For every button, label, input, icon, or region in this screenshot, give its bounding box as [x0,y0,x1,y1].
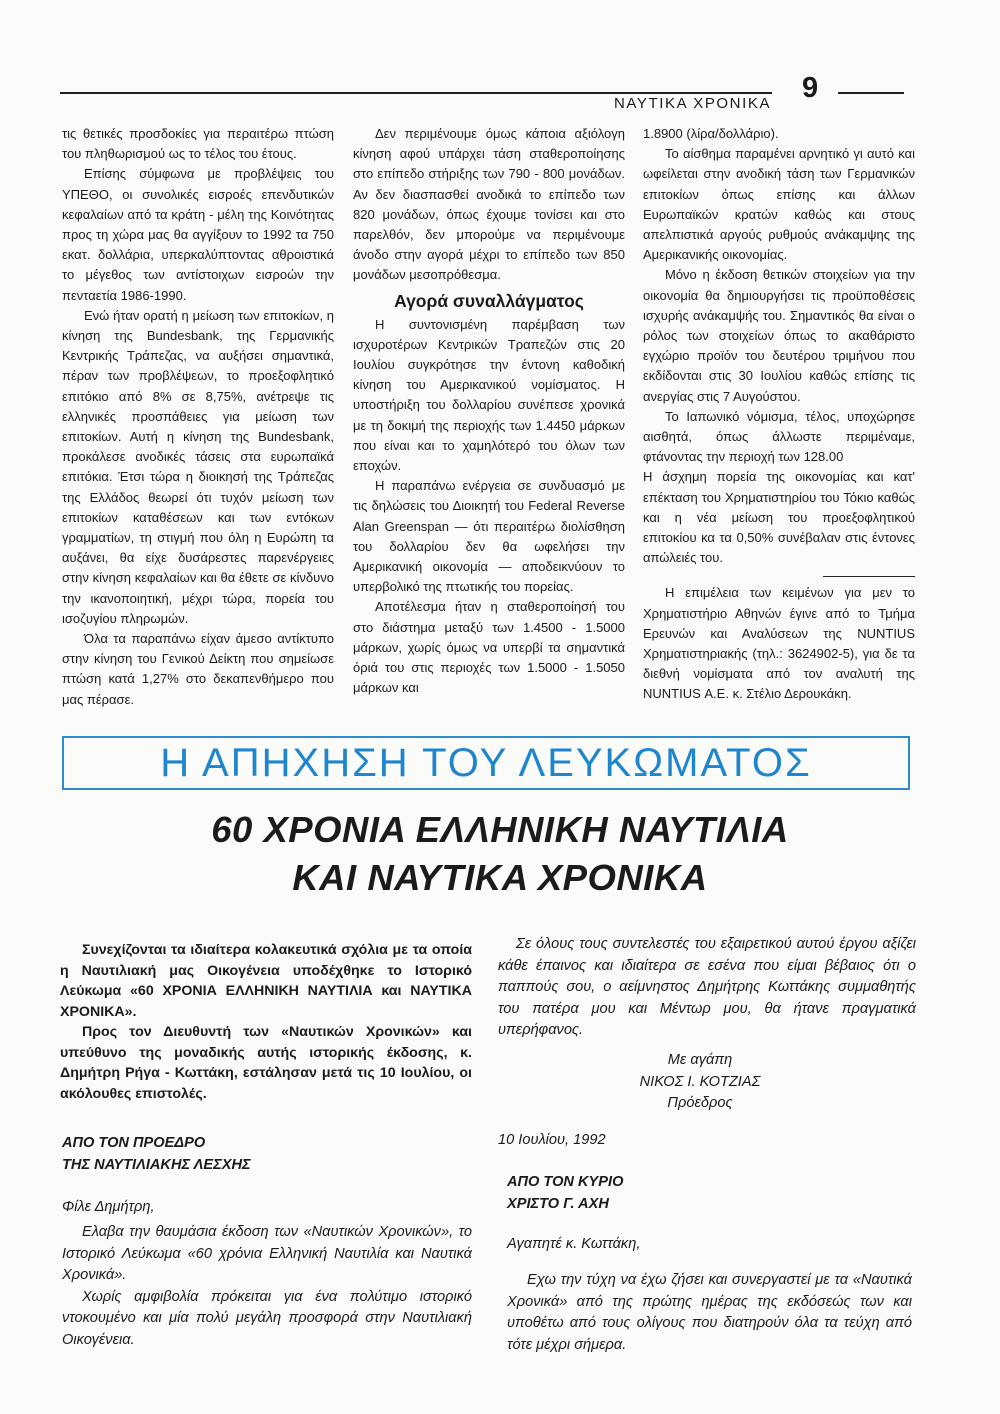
paragraph: Αποτέλεσμα ήταν η σταθεροποίησή του στο διάστημα μεταξύ των 1.4500 - 1.5000 μάρκων, χωρίς όμως να υπερβί τα σημαντικά όριά του στις περιοχές των 1.5000 - 1.5050 μάρκων και [353,599,625,696]
headline-line-1: 60 ΧΡΟΝΙΑ ΕΛΛΗΝΙΚΗ ΝΑΥΤΙΛΙΑ [211,809,789,850]
header-rule [838,92,904,94]
paragraph: Σε όλους τους συντελεστές του εξαιρετικού αυτού έργου αξίζει κάθε έπαινος και ιδιαίτερα σε εσένα που είμαι βέβαιος ότι ο παππούς σου, ο αείμνηστος Δημήτρης Κωττάκης συμμαθητής του πατέρα μου και Μέντωρ μου, θα ήτανε πραγματικά υπερήφανος. [498,936,916,1038]
letter-2-sender [507,1172,623,1215]
letter-continuation [498,934,916,1042]
paragraph: Ελαβα την θαυμάσια έκδοση των «Ναυτικών Χρονικών», το Ιστορικό Λεύκωμα «60 χρόνια Ελληνική Ναυτιλία και Ναυτικά Χρονικά». [62,1224,472,1283]
paragraph: Συνεχίζονται τα ιδιαίτερα κολακευτικά σχόλια με τα οποία η Ναυτιλιακή μας Οικογένεια υποδέχθηκε το Ιστορικό Λεύκωμα «60 ΧΡΟΝΙΑ ΕΛΛΗΝΙΚΗ ΝΑΥΤΙΛΙΑ και ΝΑΥΤΙΚΑ ΧΡΟΝΙΚΑ». [60,942,472,1020]
letter-date: 10 Ιουλίου, 1992 [498,1132,606,1148]
intro-text [60,940,472,1104]
editorial-note: Η επιμέλεια των κειμένων για μεν το Χρηματιστήριο Αθηνών έγινε από το Τμήμα Ερευνών και Αναλύσεων της NUNTIUS Χρηματιστηριακής (τηλ.: 3624902-5), για δε τα διεθνή νομίσματα από τον αναλυτή της NUNTIUS Α.Ε. κ. Στέλιο Δερουκάκη. [643,585,915,702]
paragraph: Όλα τα παραπάνω είχαν άμεσο αντίκτυπο στην κίνηση του Γενικού Δείκτη που σημείωσε πτώση κατά 1,27% στο δεκαπενθήμερο που μας πέρασε. [62,631,334,707]
article-column-2 [353,124,625,698]
headline-line-2: ΚΑΙ ΝΑΥΤΙΚΑ ΧΡΟΝΙΚΑ [292,857,708,898]
headline [0,806,1000,902]
paragraph: Η συντονισμένη παρέμβαση των ισχυροτέρων Κεντρικών Τραπεζών στις 20 Ιουλίου συγκρότησε την έντονη καθοδική κίνηση του Αμερικανικού νομίσματος. Η υποστήριξη του δολλαρίου συνέπεσε χρονικά με τη δοκιμή της περιοχής των 1.4450 μάρκων που είναι και το χαμηλότερό του όλων των εποχών. [353,316,625,474]
signature-name: ΝΙΚΟΣ Ι. ΚΟΤΖΙΑΣ [639,1073,761,1090]
letter-2-body [507,1270,912,1356]
paragraph: Το αίσθημα παραμένει αρνητικό γι αυτό και ωφείλεται στην ανοδική τάση των Γερμανικών επιτοκίων όπως επίσης και άλλων Ευρωπαϊκών κρατών καθώς και στους απελπιστικά αργούς ρυθμούς ανάκαμψης της Αμερικανικής οικονομίας. [643,146,915,263]
paragraph: τις θετικές προσδοκίες για περαιτέρω πτώση του πληθωρισμού ως το τέλος του έτους. [62,126,334,162]
letter-1-body [62,1222,472,1351]
paragraph: 1.8900 (λίρα/δολλάριο). [643,126,779,141]
sender-line: ΑΠΟ ΤΟΝ ΠΡΟΕΔΡΟ [62,1135,206,1151]
paragraph: Επίσης σύμφωνα με προβλέψεις του ΥΠΕΘΟ, οι συνολικές εισροές επενδυτικών κεφαλαίων από τα κράτη - μέλη της Κοινότητας προς τη χώρα μας θα αγγίξουν το 1992 τα 750 εκατ. δολλάρια, υπερκαλύπτοντας αθροιστικά το μέγεθος των αντίστοιχων εισροών την πενταετία 1986-1990. [62,166,334,303]
banner-title: Η ΑΠΗΧΗΣΗ ΤΟΥ ΛΕΥΚΩΜΑΤΟΣ [160,741,812,785]
paragraph: Προς τον Διευθυντή των «Ναυτικών Χρονικών» και υπεύθυνο της μοναδικής αυτής ιστορικής έκδοσης, κ. Δημήτρη Ρήγα - Κωττάκη, εστάλησαν μετά τις 10 Ιουλίου, οι ακόλουθες επιστολές. [60,1024,472,1102]
header-rule [60,92,772,94]
letter-1-greeting: Φίλε Δημήτρη, [62,1199,155,1215]
letter-2-greeting: Αγαπητέ κ. Κωττάκη, [507,1236,641,1252]
signature-closing: Με αγάπη [667,1052,733,1068]
sender-line: ΑΠΟ ΤΟΝ ΚΥΡΙΟ [507,1174,624,1190]
sender-line: ΧΡΙΣΤΟ Γ. ΑΧΗ [507,1195,609,1212]
section-subheading: Αγορά συναλλάγματος [394,290,584,311]
sender-line: ΤΗΣ ΝΑΥΤΙΛΙΑΚΗΣ ΛΕΣΧΗΣ [62,1156,251,1173]
signature-block [620,1050,780,1115]
article-column-3 [643,124,915,705]
paragraph: Χωρίς αμφιβολία πρόκειται για ένα πολύτιμο ιστορικό ντοκουμένο και μία πολύ μεγάλη προσφορά στην Ναυτιλιακή Οικογένεια. [62,1288,472,1348]
letter-1-sender [62,1133,251,1176]
paragraph: Το Ιαπωνικό νόμισμα, τέλος, υποχώρησε αισθητά, όπως άλλωστε περιμέναμε, φτάνοντας την περιοχή των 128.00 [643,408,915,465]
section-banner [62,736,910,790]
paragraph: Εχω την τύχη να έχω ζήσει και συνεργαστεί με τα «Ναυτικά Χρονικά» από της πρώτης ημέρας της εκδόσεώς των και υποθέτω από τους ολίγους που διατηρούν όλα τα τεύχη από τότε μέχρι σήμερα. [507,1272,912,1353]
paragraph: Η παραπάνω ενέργεια σε συνδυασμό με τις δηλώσεις του Διοικητή του Federal Reverse Alan Greenspan — ότι περαιτέρω διολίσθηση του δολλαρίου δεν θα ωφελήσει την Αμερικανική οικονομία — αποδεικνύουν το υπερβολικό της πτωτικής του πορείας. [353,478,625,595]
page-number: 9 [802,72,819,104]
paragraph: Μόνο η έκδοση θετικών στοιχείων για την οικονομία θα δημιουργήσει τις προϋποθέσεις ισχυρής ανάκαμψής του. Σημαντικός θα είναι ο ρόλος των στοιχείων όπως το ακαθάριστο εγχώριο προϊόν του δευτέρου τριμήνου που εκδίδονται στις 30 Ιουλίου καθώς επίσης τις ανεργίας στις 7 Αυγούστου. [643,267,915,404]
paragraph: Ενώ ήταν ορατή η μείωση των επιτοκίων, η κίνηση της Bundesbank, της Γερμανικής Κεντρικής Τράπεζας, να αυξήσει σημαντικά, πέραν των προβλέψεων, το προεξοφλητικό επιτόκιο από 8% σε 8,75%, ανέτρεψε τις ελληνικές προσπάθειες για μείωση των επιτοκίων. Αυτή η κίνηση της Bundesbank, προκάλεσε ανοδικές τάσεις στα ευρωπαϊκά επιτόκια. Έτσι τώρα η διοικησή της Τράπεζας της Ελλάδος θεωρεί ότι τυχόν μείωση των επιτοκίων καταθέσεων και των εντόκων γραμματίων, τη στιγμή που όλη η Ευρώπη τα αυξάνει, θα είχε δυσάρεστες παρενέργειες στην κίνηση κεφαλαίων και θα έθετε σε κίνδυνο την ικανοποιητική, μέχρι τώρα, πορεία του ισοζυγίου πληρωμών. [62,307,334,626]
publication-title: ΝΑΥΤΙΚΑ ΧΡΟΝΙΚΑ [614,95,772,112]
paragraph: Δεν περιμένουμε όμως κάποια αξιόλογη κίνηση αφού υπάρχει τάση σταθεροποίησης στο επίπεδο στήριξης των 790 - 800 μονάδων. Αν δεν διασπασθεί ανοδικά το επίπεδο των 820 μονάδων, όπως έχουμε τονίσει και στο παρελθόν, δεν μπορούμε να περιμένουμε άνοδο στην αγορά μέχρι το επίπεδο των 850 μονάδων μεσοπρόθεσμα. [353,126,625,283]
signature-role: Πρόεδρος [667,1095,733,1111]
separator-rule [823,576,915,577]
paragraph: Η άσχημη πορεία της οικονομίας και κατ' επέκταση του Χρηματιστηρίου του Τόκιο καθώς και η νέα μείωση του προεξοφλητικού επιτοκίου κα τα 0,50% συνέβαλαν στις έντονες απώλειές του. [643,469,915,566]
article-column-1 [62,124,334,710]
